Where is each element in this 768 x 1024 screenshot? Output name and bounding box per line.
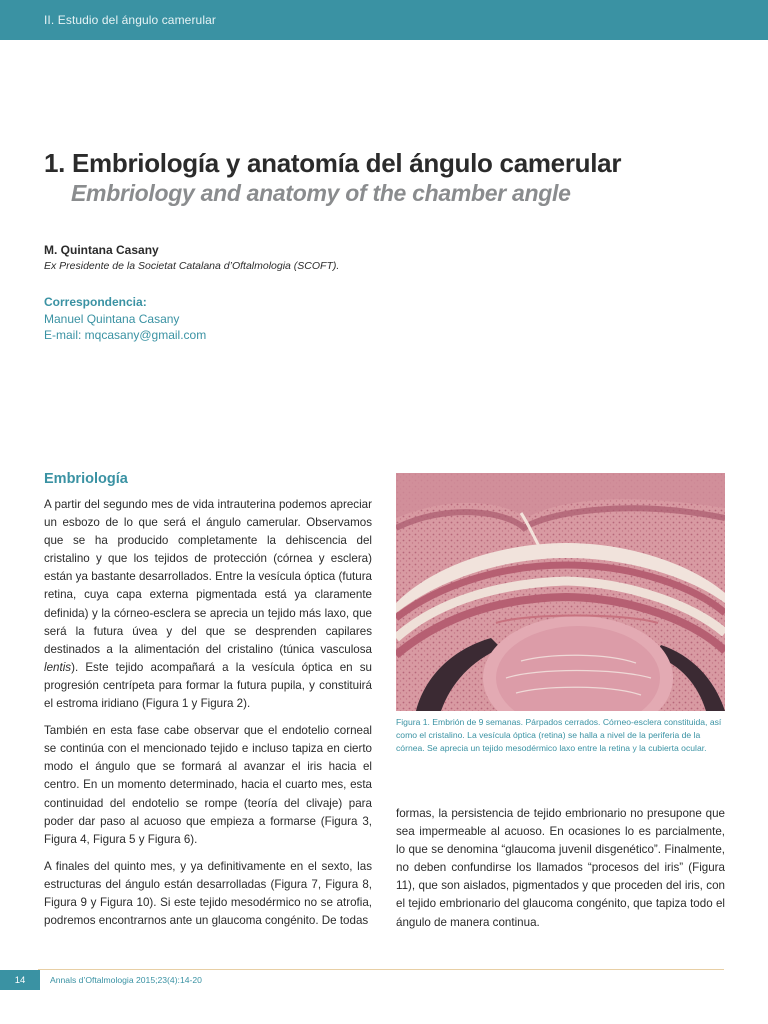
author-name: M. Quintana Casany [44, 243, 159, 257]
italic-term: lentis [44, 660, 72, 674]
histology-figure [396, 473, 725, 711]
body-column-right [396, 805, 725, 932]
correspondence-email[interactable]: E-mail: mqcasany@gmail.com [44, 328, 207, 342]
author-affiliation: Ex Presidente de la Societat Catalana d’Oftalmologia (SCOFT). [44, 260, 340, 272]
correspondence-heading: Correspondencia: [44, 295, 147, 309]
journal-citation: Annals d’Oftalmologia 2015;23(4):14-20 [50, 975, 202, 985]
body-paragraph: formas, la persistencia de tejido embrionario no presupone que sea impermeable al acuoso. En ocasiones lo es parcialmente, lo que se denomina “glaucoma juvenil disgenético”. Finalmente, no deben confundirse los llamados “procesos del iris” (Figura 11), que son aislados, pigmentados y que proceden del iris, con el tejido embrionario del glaucoma congénito, que tapiza todo el ángulo de manera continua. [396, 807, 725, 929]
figure-caption: Figura 1. Embrión de 9 semanas. Párpados cerrados. Córneo-esclera constituida, así como el cristalino. La vesícula óptica (retina) se halla a nivel de la periferia de la córnea. Se aprecia un tejido mesodérmico laxo entre la retina y la cubierta ocular. [396, 717, 722, 754]
page-number: 14 [0, 970, 40, 990]
body-paragraph: También en esta fase cabe observar que el endotelio corneal se continúa con el mencionado tejido e incluso tapiza en cierto modo el ángulo que se formará al avanzar el iris hacia el centro. En un momento determinado, hacia el cuarto mes, esta continuidad del endotelio se rompe (teoría del clivaje) para poder dar paso al acuoso que empieza a formarse (Figura 3, Figura 4, Figura 5 y Figura 6). [44, 724, 372, 846]
footer-rule [38, 969, 724, 970]
body-column-left [44, 496, 372, 939]
paragraph-text: ). Este tejido acompañará a la vesícula óptica en su progresión centrípeta para formar la futura pupila, y constituirá el estroma iridiano (Figura 1 y Figura 2). [44, 660, 372, 711]
paragraph-text: A partir del segundo mes de vida intrauterina podemos apreciar un esbozo de lo que será el ángulo camerular. Observamos que se ha producido completamente la dehiscencia del cristalino y que los tejidos de protección (córnea y esclera) están ya bastante desarrollados. Entre la vesícula óptica (futura retina, cuya capa externa pigmentada está ya claramente definida) y la córneo-esclera se aprecia un tejido más laxo, que será la futura úvea y del que se desprenden capilares destinados a la alimentación del cristalino (túnica vasculosa [44, 498, 372, 656]
correspondence-name: Manuel Quintana Casany [44, 312, 180, 326]
body-paragraph [44, 496, 372, 713]
section-heading: Embriología [44, 471, 128, 487]
body-paragraph: A finales del quinto mes, y ya definitivamente en el sexto, las estructuras del ángulo están desarrolladas (Figura 7, Figura 8, Figura 9 y Figura 10). Si este tejido mesodérmico no se atrofia, podremos encontrarnos ante un glaucoma congénito. De todas [44, 859, 372, 928]
article-subtitle: Embriology and anatomy of the chamber angle [71, 180, 571, 206]
article-title: 1. Embriología y anatomía del ángulo camerular [44, 148, 622, 178]
embryo-micrograph [396, 473, 725, 711]
running-header: II. Estudio del ángulo camerular [44, 13, 216, 27]
header-bar [0, 0, 768, 40]
